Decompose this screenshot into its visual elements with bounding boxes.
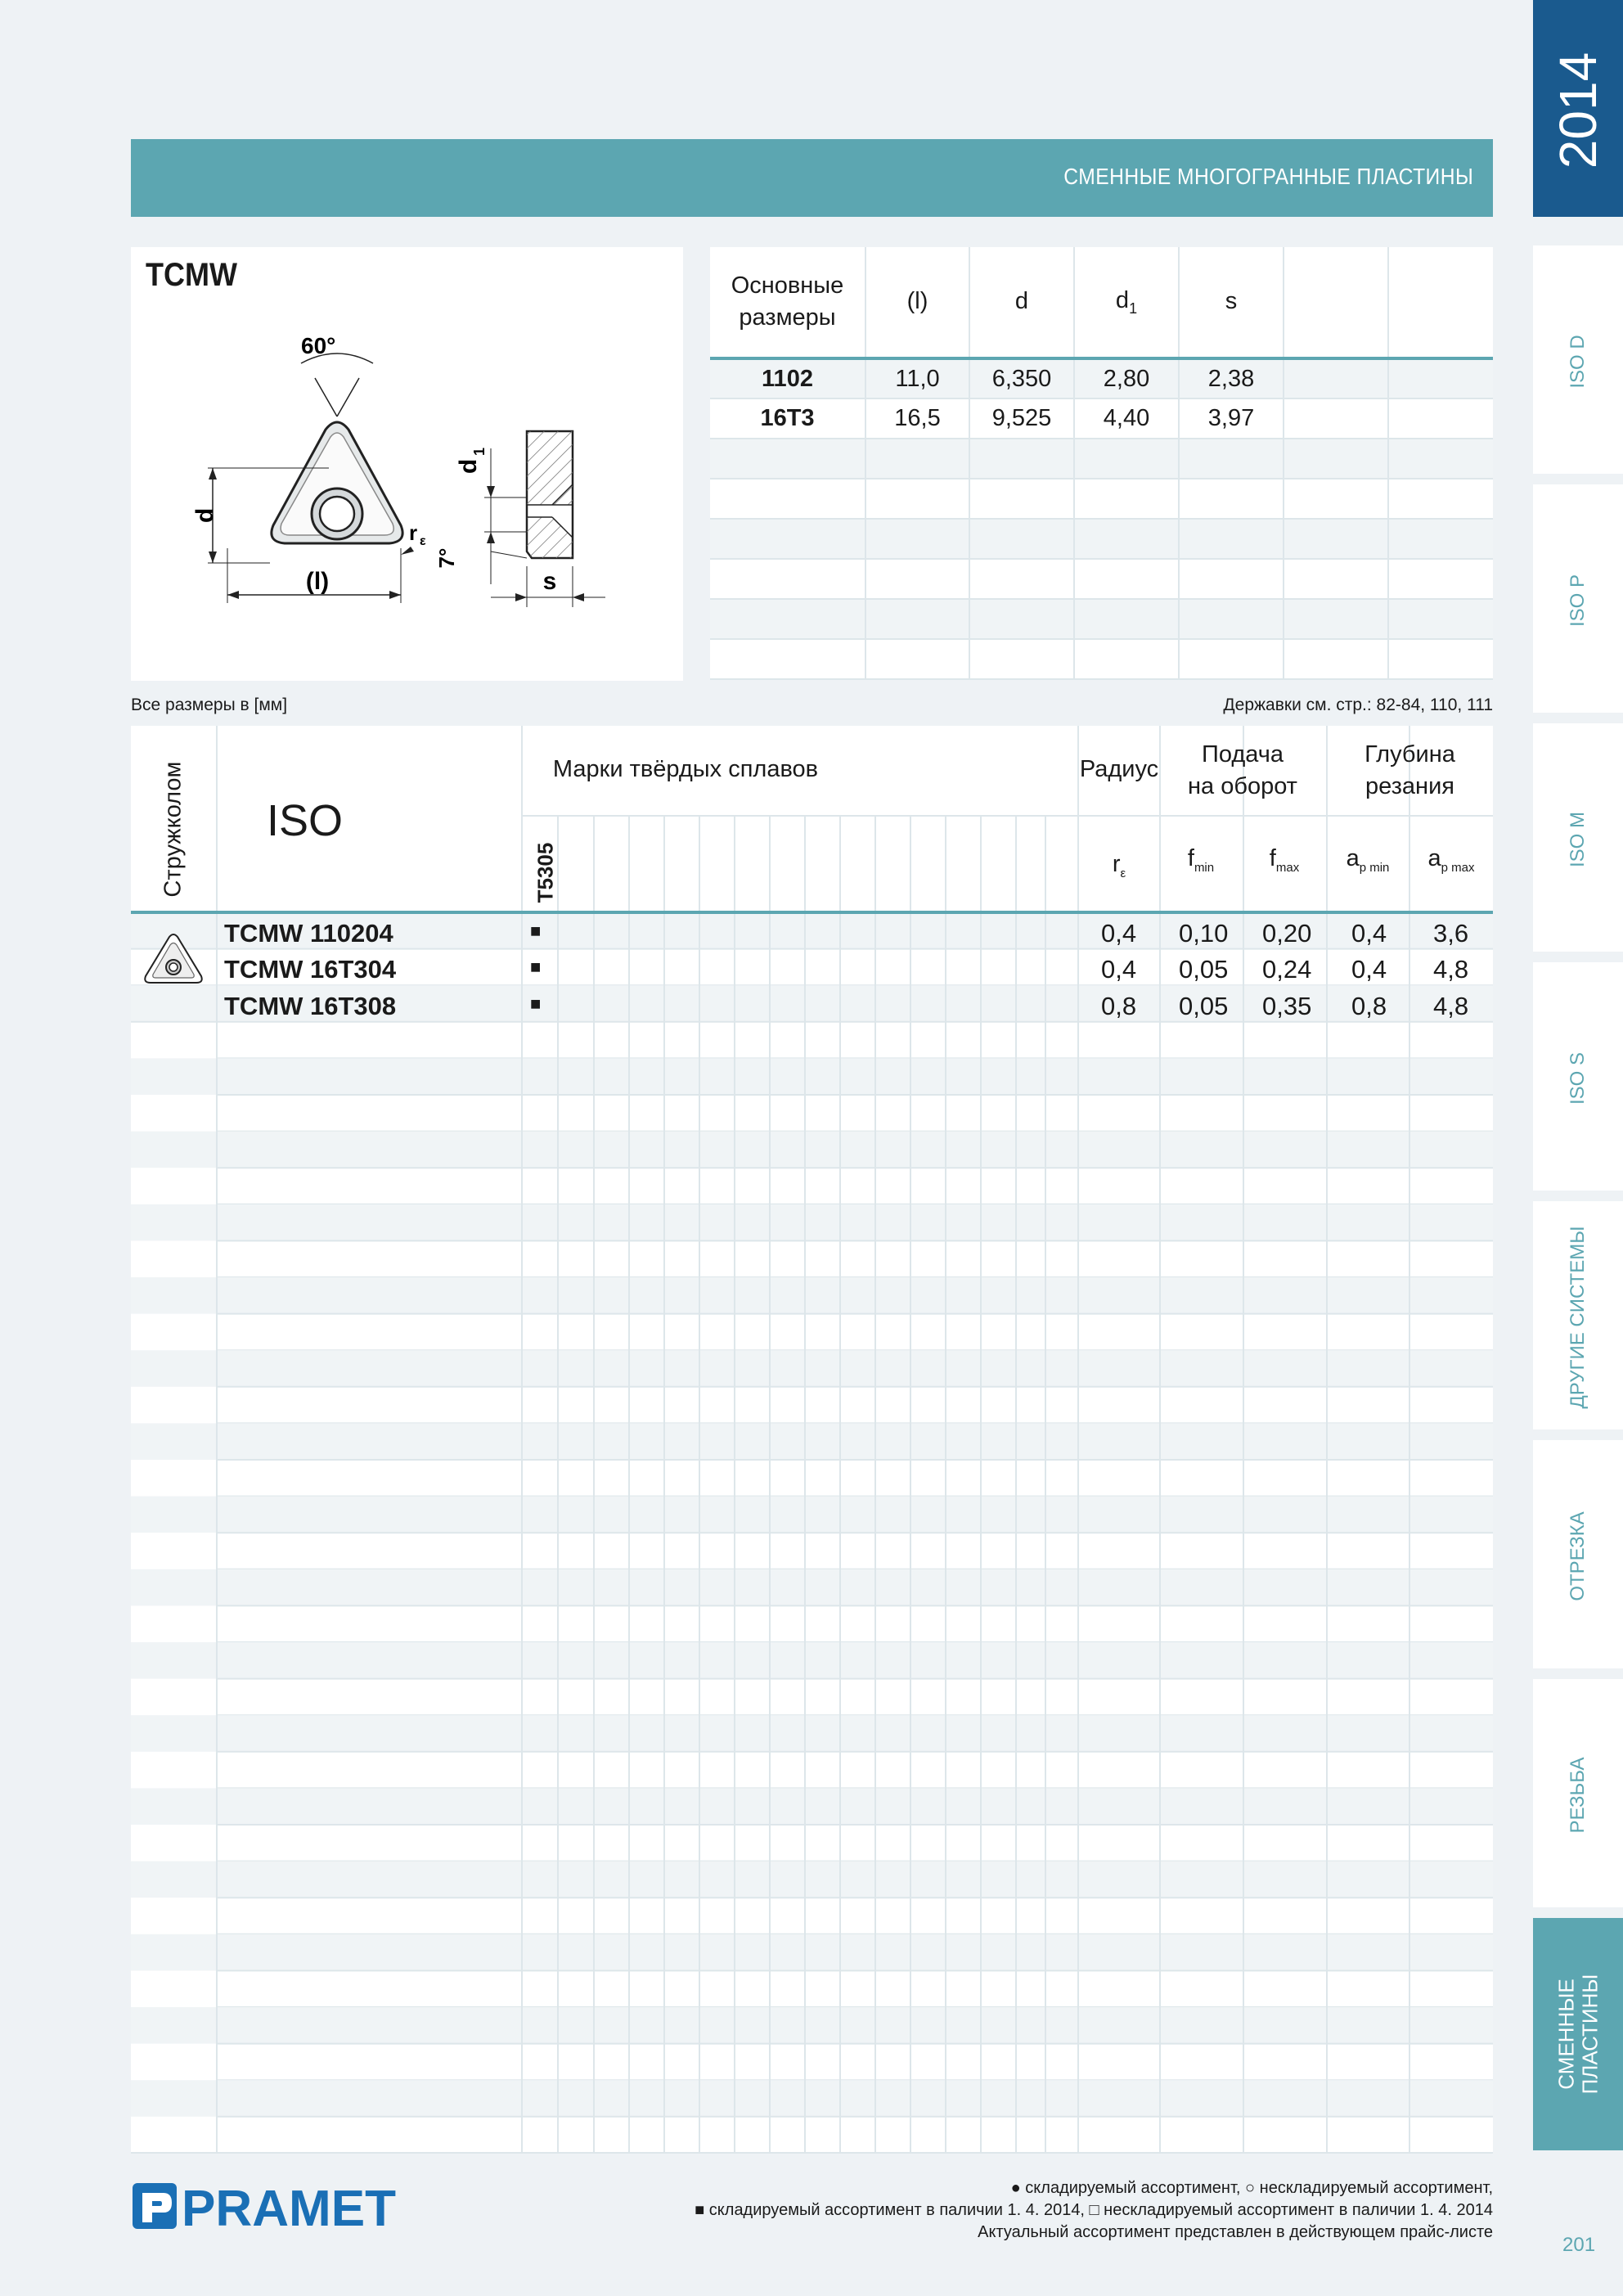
cell-fmax: 0,35 xyxy=(1262,992,1312,1020)
row-iso: TCMW 110204 xyxy=(224,919,393,948)
table-row-band xyxy=(131,1058,1493,1095)
year-tab xyxy=(1533,0,1623,217)
table-row-empty xyxy=(710,519,1493,559)
side-navigation xyxy=(1533,0,1623,2296)
cell-d1: 2,80 xyxy=(1074,358,1179,398)
tab-label: РЕЗЬБА xyxy=(1566,1757,1589,1834)
stock-mark: ■ xyxy=(530,957,542,977)
tab-label: СМЕННЫЕ ПЛАСТИНЫ xyxy=(1553,1974,1602,2095)
clearance-label: 7° xyxy=(434,547,459,569)
row-iso: TCMW 16T304 xyxy=(224,955,397,984)
table-row-band xyxy=(131,1277,1493,1314)
tab-label: ISO S xyxy=(1566,1051,1589,1105)
year-label: 2014 xyxy=(1549,52,1607,169)
table-row-band xyxy=(131,1862,1493,1898)
header-iso: ISO xyxy=(266,796,344,845)
table-row-band xyxy=(131,1497,1493,1533)
row-iso: TCMW 16T308 xyxy=(224,992,397,1020)
dim-d1-label: d xyxy=(455,458,482,475)
header-radius: Радиус xyxy=(1079,756,1159,782)
cell-d: 9,525 xyxy=(969,398,1074,439)
tab-label: ISO D xyxy=(1566,335,1589,389)
cell-apmax: 3,6 xyxy=(1433,919,1469,948)
tab-label: ISO M xyxy=(1566,811,1589,868)
tab-parting[interactable] xyxy=(1533,1440,1623,1673)
chipbreaker-icon xyxy=(142,932,205,986)
insert-code: TCMW xyxy=(146,257,237,293)
tab-other-systems[interactable] xyxy=(1533,1201,1623,1434)
table-row-band xyxy=(131,2080,1493,2117)
table-row-band xyxy=(131,1132,1493,1168)
header-ap-max: $a_{p max}$ xyxy=(1427,845,1475,875)
cell-apmax: 4,8 xyxy=(1433,955,1469,984)
table-row-band xyxy=(131,2007,1493,2044)
header-r-eps: $r_\varepsilon$ xyxy=(1112,851,1126,880)
cell-code: 1102 xyxy=(710,358,865,398)
dim-s-label: s xyxy=(542,568,557,595)
cell-l: 11,0 xyxy=(865,358,969,398)
cell-r: 0,4 xyxy=(1101,955,1137,984)
table-row-band xyxy=(131,1715,1493,1752)
header-empty xyxy=(1284,247,1388,358)
cell-fmin: 0,05 xyxy=(1179,955,1229,984)
tab-iso-s[interactable] xyxy=(1533,962,1623,1195)
table-row-empty xyxy=(710,639,1493,679)
tab-threading[interactable] xyxy=(1533,1679,1623,1912)
tab-iso-d[interactable] xyxy=(1533,245,1623,479)
table-row-empty xyxy=(710,559,1493,599)
header-chipbreaker: Стружколом xyxy=(160,761,187,898)
legend-line-1: ● складируемый ассортимент, ○ нескладируемый ассортимент, xyxy=(1010,2179,1493,2197)
section-banner xyxy=(131,139,1493,217)
legend-line-2: ■ складируемый ассортимент в паличии 1. 4. 2014, □ нескладируемый ассортимент в паличии 1. 4. 2014 xyxy=(695,2201,1493,2219)
pramet-logo xyxy=(131,2178,401,2240)
cell-apmin: 0,4 xyxy=(1351,919,1387,948)
dim-l-label: (l) xyxy=(305,568,330,595)
cell-r: 0,4 xyxy=(1101,919,1137,948)
cell-d: 6,350 xyxy=(969,358,1074,398)
cell-fmin: 0,10 xyxy=(1179,919,1229,948)
cell-apmin: 0,4 xyxy=(1351,955,1387,984)
cell-fmax: 0,24 xyxy=(1262,955,1312,984)
table-row-empty xyxy=(710,599,1493,639)
tab-label: ОТРЕЗКА xyxy=(1566,1511,1589,1601)
header-f-max: $f_{max}$ xyxy=(1269,845,1300,875)
cell-code: 16T3 xyxy=(710,398,865,439)
table-row-band xyxy=(131,1423,1493,1460)
header-grade-t5305: T5305 xyxy=(533,842,558,903)
cell-apmin: 0,8 xyxy=(1351,992,1387,1020)
dim-d-label: d xyxy=(191,507,218,524)
tab-iso-p[interactable] xyxy=(1533,484,1623,718)
radius-label: r xyxy=(409,520,418,545)
stock-mark: ■ xyxy=(530,993,542,1014)
header-grades: Марки твёрдых сплавов xyxy=(552,756,819,782)
grades-table xyxy=(131,726,1493,2154)
logo-text: PRAMET xyxy=(182,2181,397,2235)
table-row-band xyxy=(131,1350,1493,1387)
insert-drawing-panel xyxy=(131,247,683,681)
tab-iso-m[interactable] xyxy=(1533,723,1623,957)
table-row-empty xyxy=(710,479,1493,519)
tab-inserts[interactable] xyxy=(1533,1918,1623,2155)
legend-line-3: Актуальный ассортимент представлен в действующем прайс-листе xyxy=(978,2223,1493,2241)
header-feed: Подача на оборот xyxy=(1188,741,1297,800)
table-row xyxy=(710,358,1493,398)
header-empty xyxy=(1388,247,1493,358)
cell-r: 0,8 xyxy=(1101,992,1137,1020)
table-row-band xyxy=(131,1934,1493,1971)
cell-s: 2,38 xyxy=(1179,358,1284,398)
cell-fmax: 0,20 xyxy=(1262,919,1312,948)
holders-note: Державки см. стр.: 82-84, 110, 111 xyxy=(1223,696,1493,714)
header-ap-min: $a_{p min}$ xyxy=(1346,845,1390,875)
banner-title: СМЕННЫЕ МНОГОГРАННЫЕ ПЛАСТИНЫ xyxy=(1063,164,1473,189)
cell-apmax: 4,8 xyxy=(1433,992,1469,1020)
table-row-band xyxy=(131,1569,1493,1606)
angle-line xyxy=(315,378,337,416)
tab-label: ДРУГИЕ СИСТЕМЫ xyxy=(1566,1226,1589,1409)
insert-hole-inner xyxy=(320,497,354,531)
page-number: 201 xyxy=(1562,2234,1596,2256)
radius-sub: ε xyxy=(420,534,426,548)
insert-drawing xyxy=(131,247,683,681)
dimensions-header-row xyxy=(710,247,1493,358)
header-d: d xyxy=(969,247,1074,358)
header-l: (l) xyxy=(865,247,969,358)
table-row-empty xyxy=(710,439,1493,479)
table-row-band xyxy=(131,1642,1493,1679)
header-d1: $d_1$ xyxy=(1074,247,1179,358)
stock-mark: ■ xyxy=(530,921,542,941)
angle-label: 60° xyxy=(301,333,336,358)
cell-s: 3,97 xyxy=(1179,398,1284,439)
dimensions-table xyxy=(710,247,1493,680)
header-main-dimensions: Основные размеры xyxy=(710,247,865,358)
table-row-band xyxy=(131,1788,1493,1825)
header-s: s xyxy=(1179,247,1284,358)
header-depth: Глубина резания xyxy=(1364,741,1455,800)
cell-fmin: 0,05 xyxy=(1179,992,1229,1020)
units-note: Все размеры в [мм] xyxy=(131,696,288,714)
table-row-band xyxy=(131,1204,1493,1241)
header-f-min: $f_{min}$ xyxy=(1187,845,1215,875)
dim-d1-sub: 1 xyxy=(471,447,488,456)
angle-line xyxy=(337,378,359,416)
table-row xyxy=(710,398,1493,439)
tab-label: ISO P xyxy=(1566,574,1589,628)
cell-d1: 4,40 xyxy=(1074,398,1179,439)
cell-l: 16,5 xyxy=(865,398,969,439)
